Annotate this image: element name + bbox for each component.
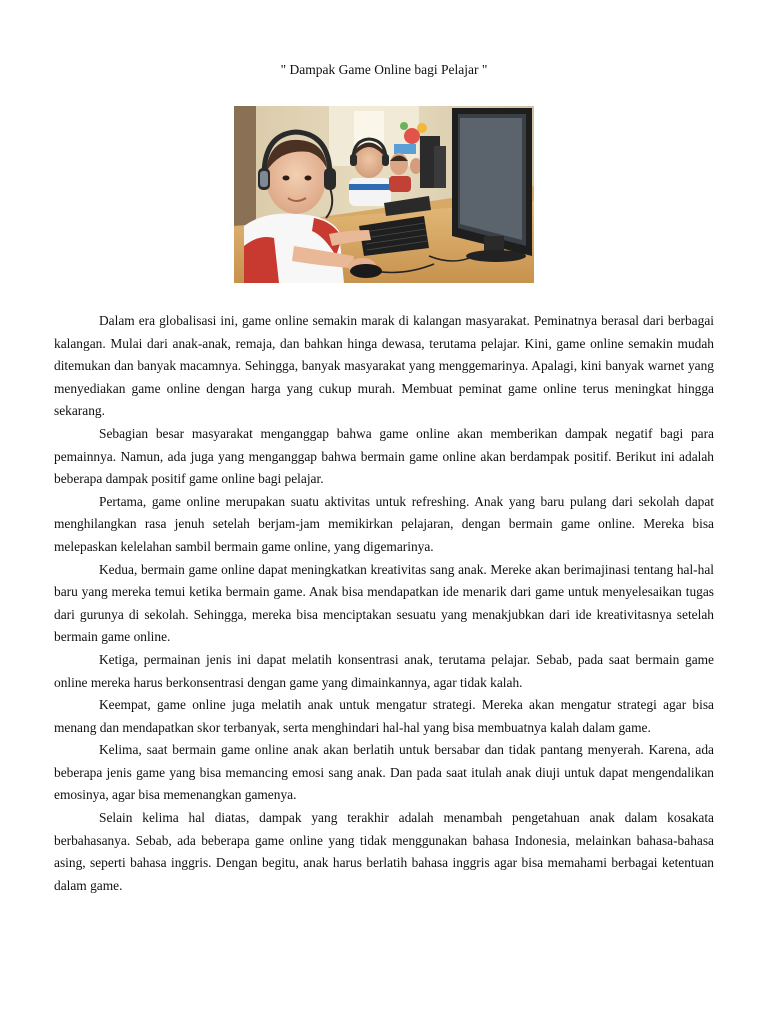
paragraph-1: Dalam era globalisasi ini, game online semakin marak di kalangan masyarakat. Peminatnya berasal dari berbagai kalangan. Mulai dari anak-anak, remaja, dan bahkan hinga dewasa, terutama pelajar. Kini, game online semakin mudah ditemukan dan banyak macamnya. Sehingga, banyak masyarakat yang menggemarinya. Apalagi, kini banyak warnet yang menyediakan game online dengan harga yang cukup murah. Membuat peminat game online terus meningkat hingga sekarang. bbox=[54, 313, 714, 419]
document-title: " Dampak Game Online bagi Pelajar " bbox=[280, 62, 488, 77]
paragraph-2: Sebagian besar masyarakat menganggap bahwa game online akan memberikan dampak negatif bagi para pemainnya. Namun, ada juga yang menganggap bahwa bermain game online akan berdampak positif. Berikut ini adalah beberapa dampak positif game online bagi pelajar. bbox=[54, 425, 714, 487]
paragraph-3: Pertama, game online merupakan suatu aktivitas untuk refreshing. Anak yang baru pulang dari sekolah dapat menghilangkan rasa jenuh setelah berjam-jam memikirkan pelajaran, dengan bermain game online. Mereka bisa melepaskan kelelahan sambil bermain game online, yang digemarinya. bbox=[54, 493, 714, 554]
paragraph-5: Ketiga, permainan jenis ini dapat melatih konsentrasi anak, terutama pelajar. Sebab, pada saat bermain game online mereka harus berkonsentrasi dengan game yang dimainkannya, agar tidak kalah. bbox=[54, 651, 714, 690]
paragraph-4: Kedua, bermain game online dapat meningkatkan kreativitas sang anak. Mereke akan berimajinasi tentang hal-hal baru yang mereka temui ketika bermain game. Anak bisa mendapatkan ide menarik dari game untuk menyelesaikan tugas dari gurunya di sekolah. Sehingga, mereka bisa menciptakan sesuatu yang menakjubkan dari ide kreativitasnya setelah bermain game online. bbox=[54, 561, 714, 645]
paragraph-7: Kelima, saat bermain game online anak akan berlatih untuk bersabar dan tidak pantang menyerah. Karena, ada beberapa jenis game yang bisa memancing emosi sang anak. Dan pada saat itulah anak diuji untuk dapat mengendalikan emosinya, agar bisa memenangkan gamenya. bbox=[54, 742, 714, 803]
document-body bbox=[54, 310, 714, 897]
paragraph-6: Keempat, game online juga melatih anak untuk mengatur strategi. Mereka akan mengatur strategi agar bisa menang dan mendapatkan skor terbanyak, serta menghindari hal-hal yang bisa membuatnya kalah dalam game. bbox=[54, 697, 714, 735]
children-playing-computer-photo bbox=[234, 106, 534, 283]
paragraph-8: Selain kelima hal diatas, dampak yang terakhir adalah menambah pengetahuan anak dalam kosakata berbahasanya. Sebab, ada beberapa game online yang tidak menggunakan bahasa Indonesia, melainkan bahasa-bahasa asing, seperti bahasa inggris. Dengan begitu, anak harus berlatih bahasa inggris agar bisa memahami berbagai ketentuan dalam game. bbox=[54, 810, 714, 893]
